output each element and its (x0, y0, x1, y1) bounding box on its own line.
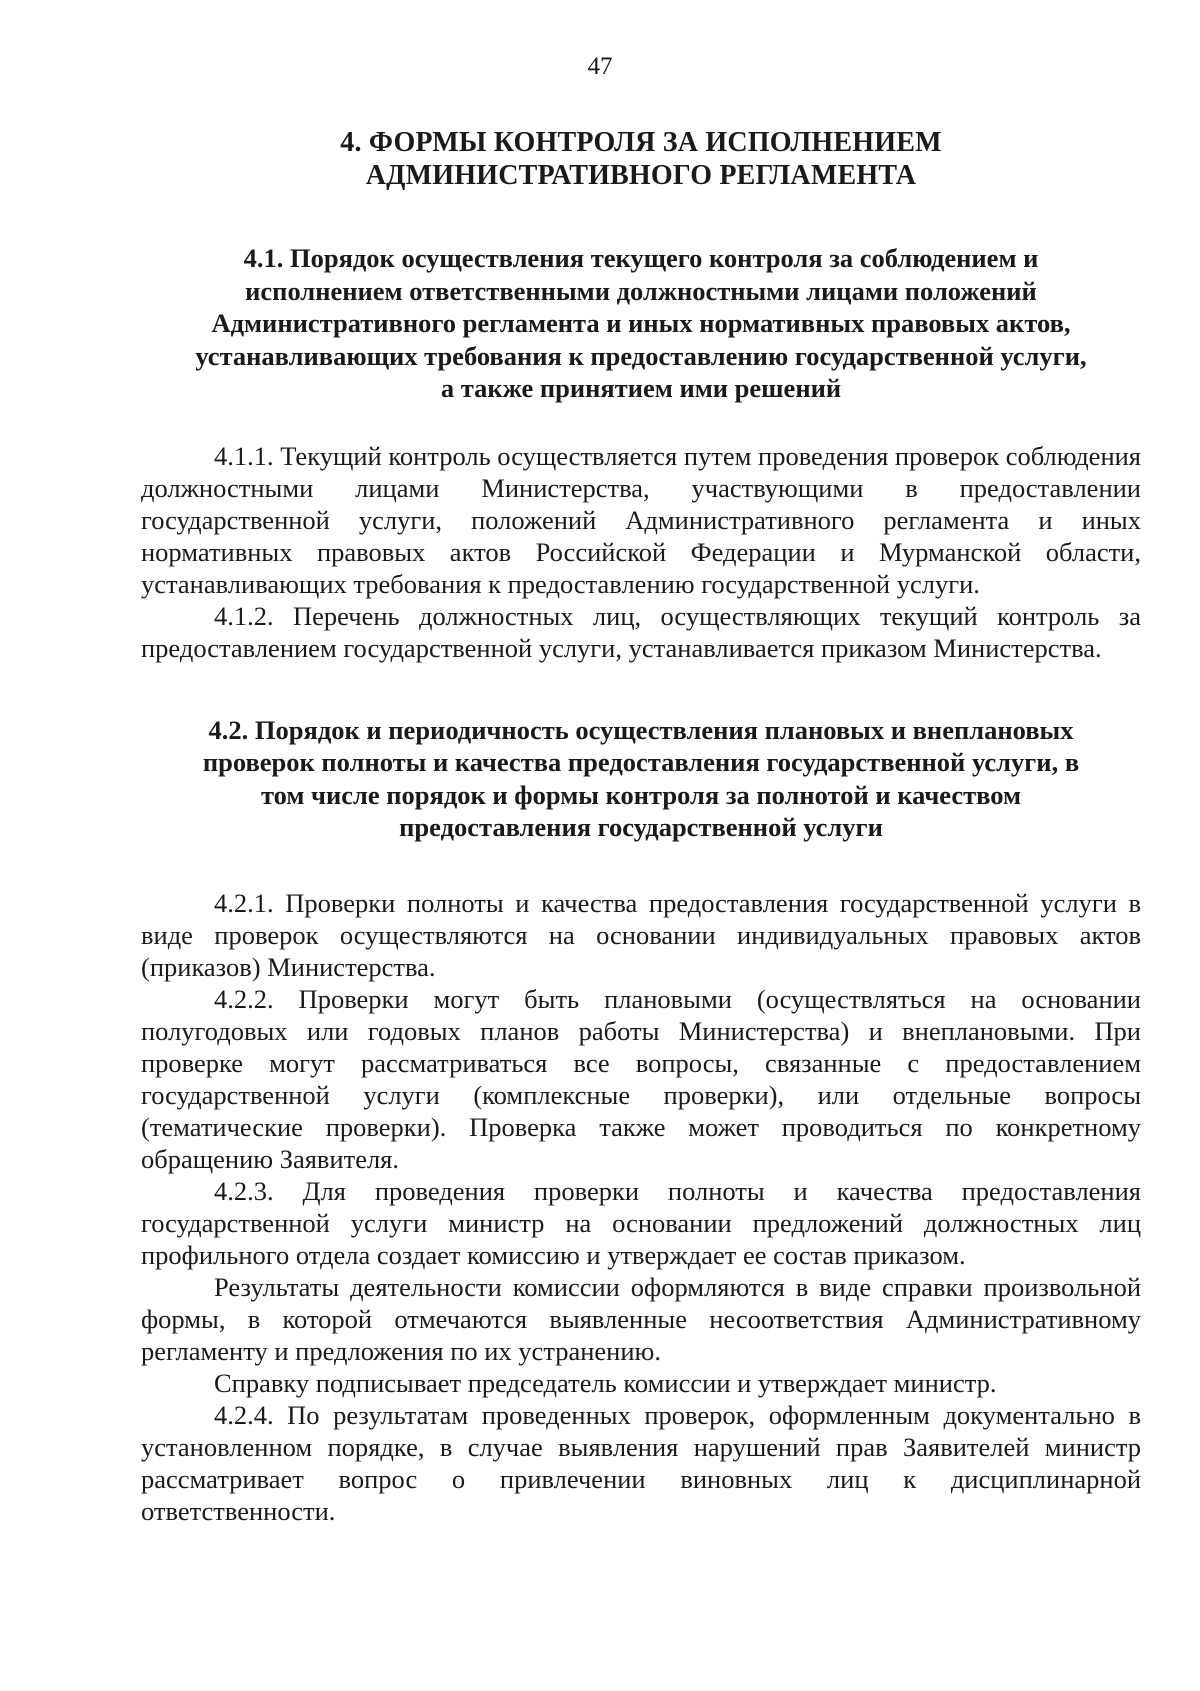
heading-line: проверок полноты и качества предоставления государственной услуги, в (202, 747, 1080, 777)
page-number: 47 (587, 53, 613, 80)
chapter-title-line: 4. ФОРМЫ КОНТРОЛЯ ЗА ИСПОЛНЕНИЕМ (340, 127, 942, 158)
chapter-title (141, 126, 1141, 192)
section-4-2-heading (141, 714, 1141, 844)
section-4-1-body (141, 440, 1141, 664)
heading-line: том числе порядок и формы контроля за полнотой и качеством (260, 779, 1022, 810)
heading-line: Административного регламента и иных нормативных правовых актов, (211, 308, 1071, 338)
heading-line: 4.1. Порядок осуществления текущего контроля за соблюдением и (243, 243, 1039, 273)
paragraph-4-2-4: 4.2.4. По результатам проведенных проверок, оформленным документально в установленном порядке, в случае выявления нарушений прав Заявителей министр рассматривает вопрос о привлечении виновных лиц к дисциплинарной ответственности. (141, 1399, 1141, 1526)
paragraph-4-2-1: 4.2.1. Проверки полноты и качества предоставления государственной услуги в виде проверок осуществляются на основании индивидуальных правовых актов (приказов) Министерства. (141, 887, 1141, 982)
paragraph-report-signing: Справку подписывает председатель комиссии и утверждает министр. (214, 1367, 997, 1398)
heading-line: а также принятием ими решений (440, 373, 842, 403)
section-4-1-heading (141, 242, 1141, 405)
paragraph-commission-results: Результаты деятельности комиссии оформляются в виде справки произвольной формы, в которой отмечаются выявленные несоответствия Административному регламенту и предложения по их устранению. (141, 1271, 1141, 1366)
heading-line: устанавливающих требования к предоставлению государственной услуги, (195, 340, 1087, 371)
chapter-title-line: АДМИНИСТРАТИВНОГО РЕГЛАМЕНТА (365, 160, 917, 191)
heading-line: исполнением ответственными должностными лицами положений (245, 275, 1037, 306)
paragraph-4-1-1: 4.1.1. Текущий контроль осуществляется путем проведения проверок соблюдения должностными лицами Министерства, участвующими в предоставлении государственной услуги, положений Административного регламента и иных нормативных правовых актов Российской Федерации и Мурманской области, устанавливающих требования к предоставлению государственной услуги. (141, 440, 1141, 599)
document-body (141, 126, 1141, 1527)
heading-line: предоставления государственной услуги (399, 812, 883, 842)
paragraph-4-2-2: 4.2.2. Проверки могут быть плановыми (осуществляться на основании полугодовых или годовых планов работы Министерства) и внеплановыми. При проверке могут рассматриваться все вопросы, связанные с предоставлением государственной услуги (комплексные проверки), или отдельные вопросы (тематические проверки). Проверка также может проводиться по конкретному обращению Заявителя. (141, 983, 1141, 1174)
heading-line: 4.2. Порядок и периодичность осуществления плановых и внеплановых (208, 714, 1074, 745)
section-4-2-body (141, 887, 1141, 1527)
paragraph-4-1-2: 4.1.2. Перечень должностных лиц, осуществляющих текущий контроль за предоставлением государственной услуги, устанавливается приказом Министерства. (141, 600, 1141, 663)
paragraph-4-2-3: 4.2.3. Для проведения проверки полноты и качества предоставления государственной услуги министр на основании предложений должностных лиц профильного отдела создает комиссию и утверждает ее состав приказом. (141, 1175, 1141, 1270)
